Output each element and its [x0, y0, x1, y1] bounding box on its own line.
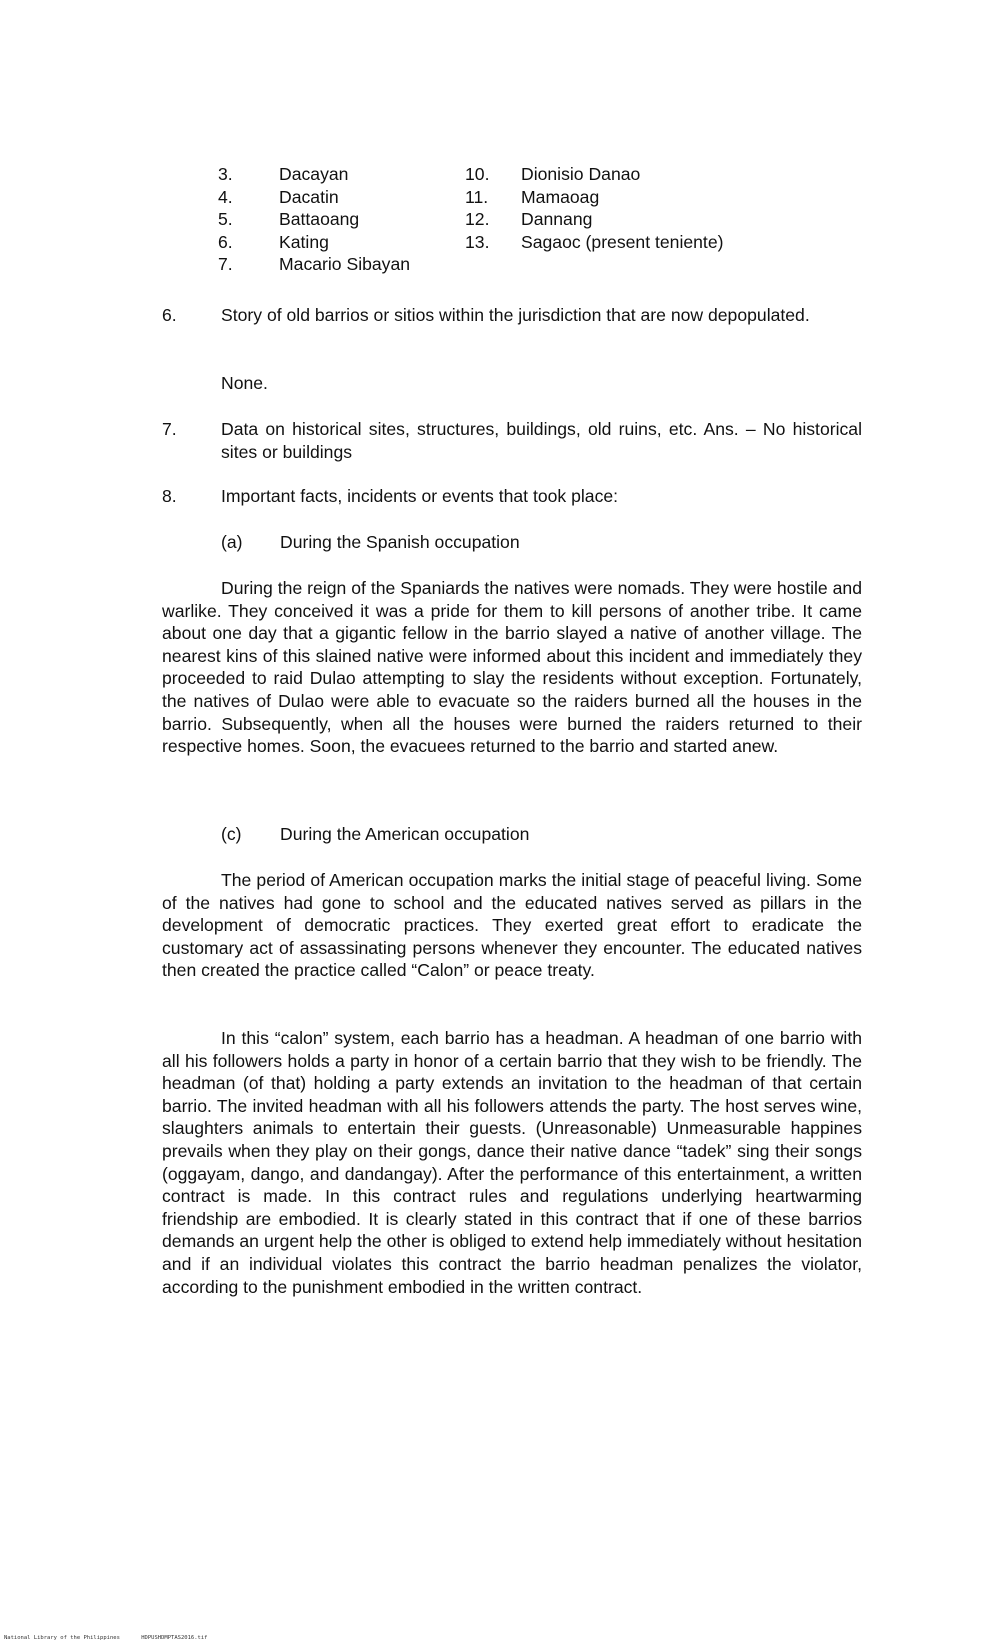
section-heading-american [221, 823, 529, 846]
item-six-answer: None. [221, 373, 268, 393]
list-name: Dannang [521, 209, 593, 230]
section-heading-spanish [221, 531, 520, 554]
list-name: Sagaoc (present teniente) [521, 231, 724, 252]
informant-list [218, 163, 838, 276]
section-label: (c) [221, 824, 242, 844]
list-item [218, 163, 838, 186]
list-name: Mamaoag [521, 186, 600, 207]
list-number: 3. [218, 164, 233, 184]
list-item [218, 231, 838, 254]
list-number: 13. [465, 231, 490, 252]
section-title: During the Spanish occupation [280, 532, 520, 552]
item-eight [162, 485, 862, 508]
list-number: 11. [465, 186, 489, 207]
footer-library: National Library of the Philippines [4, 1635, 120, 1641]
item-text: Important facts, incidents or events that took place: [221, 486, 619, 506]
list-item [218, 208, 838, 231]
item-seven [162, 418, 862, 463]
paragraph-spanish: During the reign of the Spaniards the natives were nomads. They were hostile and warlike. They conceived it was a pride for them to kill persons of another tribe. It came about one day that a gigantic fellow in the barrio slayed a native of another village. The nearest kins of this slained native were informed about this incident and immediately they proceeded to raid Dulao attempting to slay the residents without exception. Fortunately, the natives of Dulao were able to evacuate so the raiders burned all the houses in the barrio. Subsequently, when all the houses were burned the raiders returned to their respective homes. Soon, the evacuees returned to the barrio and started anew. [162, 578, 862, 757]
list-number: 6. [218, 231, 233, 252]
list-number: 10. [465, 164, 490, 184]
footer-code: HDPUSHDMPTAS2016.tif [141, 1635, 208, 1641]
list-number: 4. [218, 186, 233, 207]
list-item [218, 253, 838, 276]
list-name: Dacatin [279, 186, 339, 207]
list-number: 7. [218, 254, 233, 275]
scan-footer [4, 1635, 225, 1641]
paragraph-calon: In this “calon” system, each barrio has a headman. A headman of one barrio with all his followers holds a party in honor of a certain barrio that they wish to be friendly. The headman (of that) holding a party extends an invitation to the headman of that certain barrio. The invited headman with all his followers attends the party. The host serves wine, slaughters animals to entertain their guests. (Unreasonable) Unmeasurable happines prevails when they play on their gongs, dance their native dance “tadek” sing their songs (oggayam, dango, and dandangay). After the performance of this entertainment, a written contract is made. In this contract rules and regulations underlying heartwarming friendship are embodied. It is clearly stated in this contract that if one of these barrios demands an urgent help the other is obliged to extend help immediately without hesitation and if an individual violates this contract the barrio headman penalizes the violator, according to the punishment embodied in the written contract. [162, 1028, 862, 1297]
list-name: Dacayan [279, 164, 349, 184]
item-number: 6. [162, 305, 177, 325]
list-number: 5. [218, 209, 233, 230]
item-six [162, 304, 862, 327]
list-name: Macario Sibayan [279, 254, 411, 275]
section-label: (a) [221, 532, 243, 552]
section-title: During the American occupation [280, 824, 530, 844]
list-name: Kating [279, 231, 329, 252]
list-name: Battaoang [279, 209, 360, 230]
list-number: 12. [465, 209, 490, 230]
list-item [218, 186, 838, 209]
paragraph-american: The period of American occupation marks the initial stage of peaceful living. Some of the natives had gone to school and the educated natives served as pillars in the development of democratic practices. They exerted great effort to eradicate the customary act of assassinating persons whenever they encounter. The educated natives then created the practice called “Calon” or peace treaty. [162, 870, 862, 981]
item-number: 8. [162, 486, 177, 506]
item-text: Data on historical sites, structures, buildings, old ruins, etc. Ans. – No historical sites or buildings [221, 419, 862, 462]
item-number: 7. [162, 419, 177, 439]
item-text: Story of old barrios or sitios within the jurisdiction that are now depopulated. [221, 305, 810, 325]
list-name: Dionisio Danao [521, 164, 641, 184]
